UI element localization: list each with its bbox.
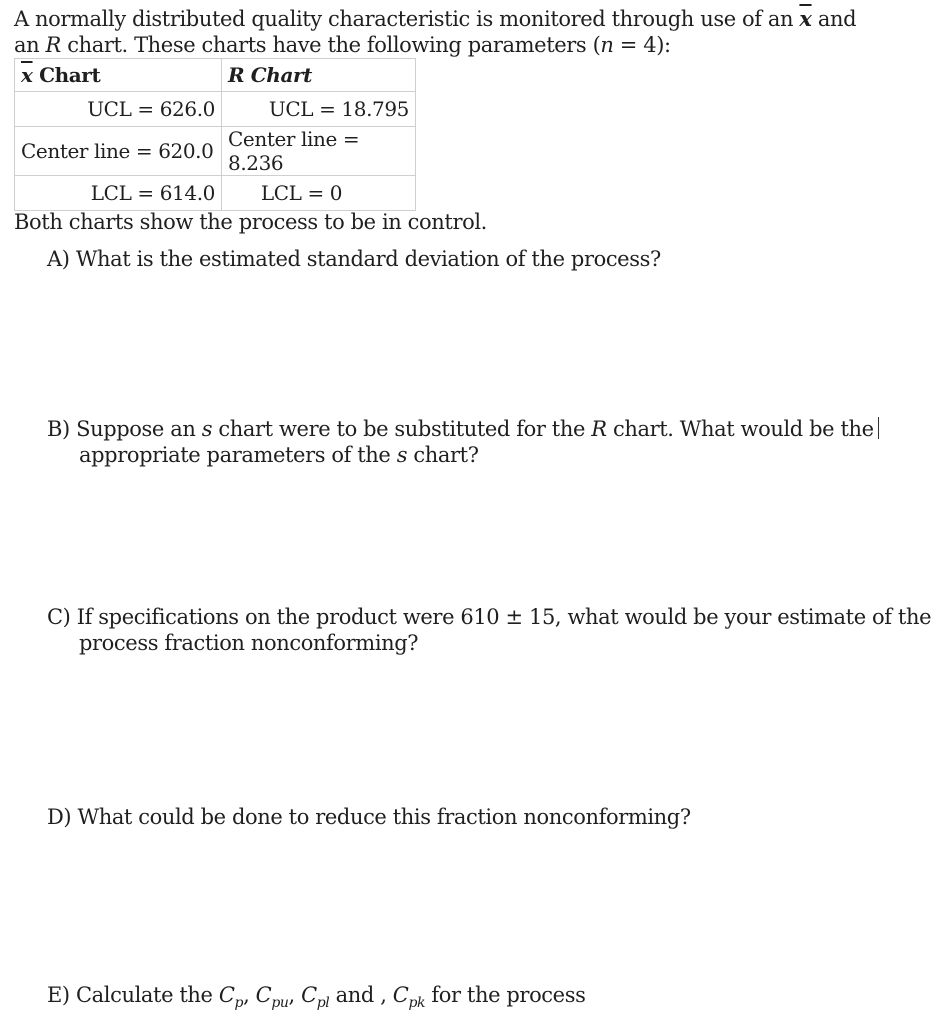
intro-text: A normally distributed quality characteristic is monitored through use of an — [14, 7, 794, 31]
xbar-symbol: $\overline{x}$ — [799, 6, 812, 31]
table-cell: Center line = 620.0 — [15, 127, 222, 176]
question-text: and , — [335, 983, 387, 1007]
r-chart-header — [222, 59, 416, 92]
question-e: E) Calculate the $C_p$, $C_{pu}$, $C_{pl}$ and , $C_{pk}$ for the process — [47, 983, 586, 1012]
xbar-chart-header — [15, 59, 222, 92]
question-text: C) If specifications on the product were 610 ± 15, what would be your estimate of the — [47, 605, 932, 629]
table-cell: UCL = 18.795 — [222, 92, 416, 127]
intro-text: an — [14, 33, 40, 57]
intro-line-1 — [14, 6, 856, 32]
header-text: Chart — [32, 63, 101, 87]
table-row — [15, 176, 416, 211]
table-cell: Center line = 8.236 — [222, 127, 416, 176]
intro-text: chart. These charts have the following parameters ( — [67, 33, 601, 57]
cpl-symbol: $C_{pl}$ — [301, 983, 330, 1012]
question-d: D) What could be done to reduce this fraction nonconforming? — [47, 805, 691, 829]
question-text: E) Calculate the — [47, 983, 213, 1007]
table-cell: UCL = 626.0 — [15, 92, 222, 127]
table-row — [15, 92, 416, 127]
table-header-row — [15, 59, 416, 92]
question-b-line-2 — [47, 442, 879, 468]
table-cell: LCL = 614.0 — [15, 176, 222, 211]
cp-symbol: $C_p$ — [218, 983, 244, 1012]
s-letter: s — [396, 443, 408, 467]
question-a: A) What is the estimated standard deviation of the process? — [47, 247, 661, 271]
table-row — [15, 127, 416, 176]
s-letter: s — [201, 417, 213, 441]
cpu-symbol: $C_{pu}$ — [255, 983, 289, 1012]
xbar-symbol: $\overline{x}$ — [21, 63, 33, 87]
header-text: R Chart — [228, 63, 312, 87]
intro-text: = 4): — [613, 33, 671, 57]
cpk-symbol: $C_{pk}$ — [392, 983, 426, 1012]
r-letter: R — [45, 33, 61, 57]
question-text: chart? — [413, 443, 479, 467]
question-text: appropriate parameters of the — [79, 443, 391, 467]
intro-line-2 — [14, 32, 671, 58]
question-text: chart. What would be the — [612, 417, 874, 441]
question-text: B) Suppose an — [47, 417, 196, 441]
control-chart-parameters-table — [14, 58, 416, 211]
question-c-line-2: process fraction nonconforming? — [79, 631, 419, 655]
text-cursor — [878, 417, 879, 439]
question-c — [47, 604, 931, 656]
question-text: for the process — [431, 983, 586, 1007]
intro-text: and — [817, 7, 857, 31]
statement: Both charts show the process to be in control. — [14, 210, 487, 234]
question-text: chart were to be substituted for the — [218, 417, 585, 441]
r-letter: R — [591, 417, 607, 441]
table-cell: LCL = 0 — [222, 176, 416, 211]
n-variable: n — [600, 33, 614, 57]
question-b — [47, 416, 879, 468]
